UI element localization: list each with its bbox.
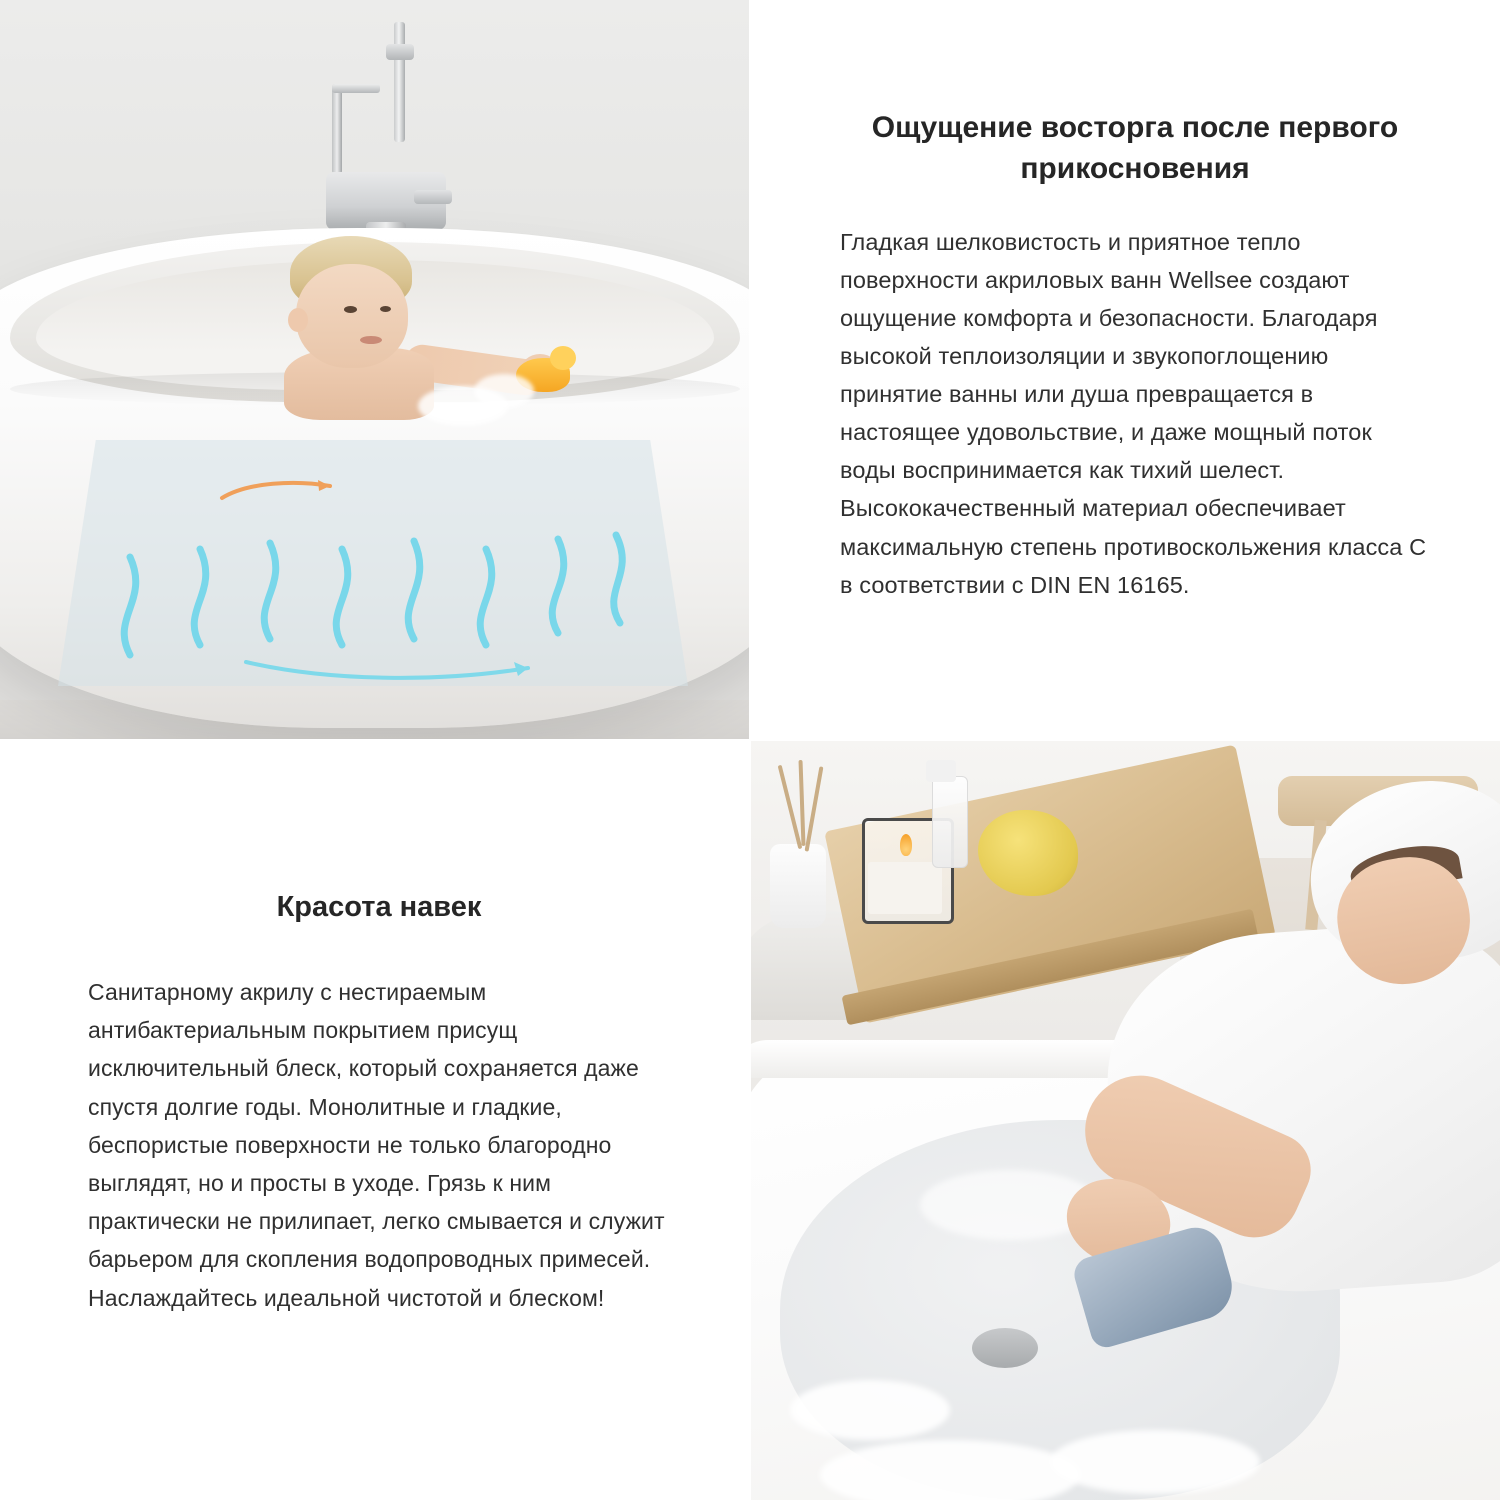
spray-bottle	[932, 776, 968, 868]
heat-waves-icon	[96, 505, 656, 665]
bathtub-drain	[972, 1328, 1038, 1368]
text-touch-block	[750, 0, 1500, 740]
arrow-warm-icon	[218, 478, 338, 502]
photo-woman-cleaning	[750, 740, 1500, 1500]
grid-divider-horizontal	[0, 739, 1500, 741]
faucet-icon	[322, 22, 452, 242]
text-beauty-block	[0, 740, 750, 1500]
touch-body: Гладкая шелковистость и приятное тепло поверхности акриловых ванн Wellsee создают ощущение комфорта и безопасности. Благодаря высокой теплоизоляции и звукопоглощению принятие ванны или душа превращается в настоящее удовольствие, и даже мощный поток воды воспринимается как тихий шелест. Высококачественный материал обеспечивает максимальную степень противоскольжения класса С в соответствии с DIN EN 16165.	[840, 229, 1427, 598]
grid-divider-vertical	[749, 0, 751, 1500]
photo-baby-bath	[0, 0, 750, 740]
touch-heading: Ощущение восторга после первого прикосновения	[871, 111, 1399, 185]
beauty-body: Санитарному акрилу с нестираемым антибактериальным покрытием присущ исключительный блеск, который сохраняется даже спустя долгие годы. Монолитные и гладкие, беспористые поверхности не только благородно выглядят, но и просты в уходе. Грязь к ним практически не прилипает, легко смывается и служит барьером для скопления водопроводных примесей. Наслаждайтесь идеальной чистотой и блеском!	[88, 979, 665, 1311]
baby-figure	[268, 236, 588, 416]
reed-diffuser	[770, 844, 826, 928]
flame-icon	[900, 834, 912, 856]
beauty-heading: Красота навек	[276, 891, 482, 923]
